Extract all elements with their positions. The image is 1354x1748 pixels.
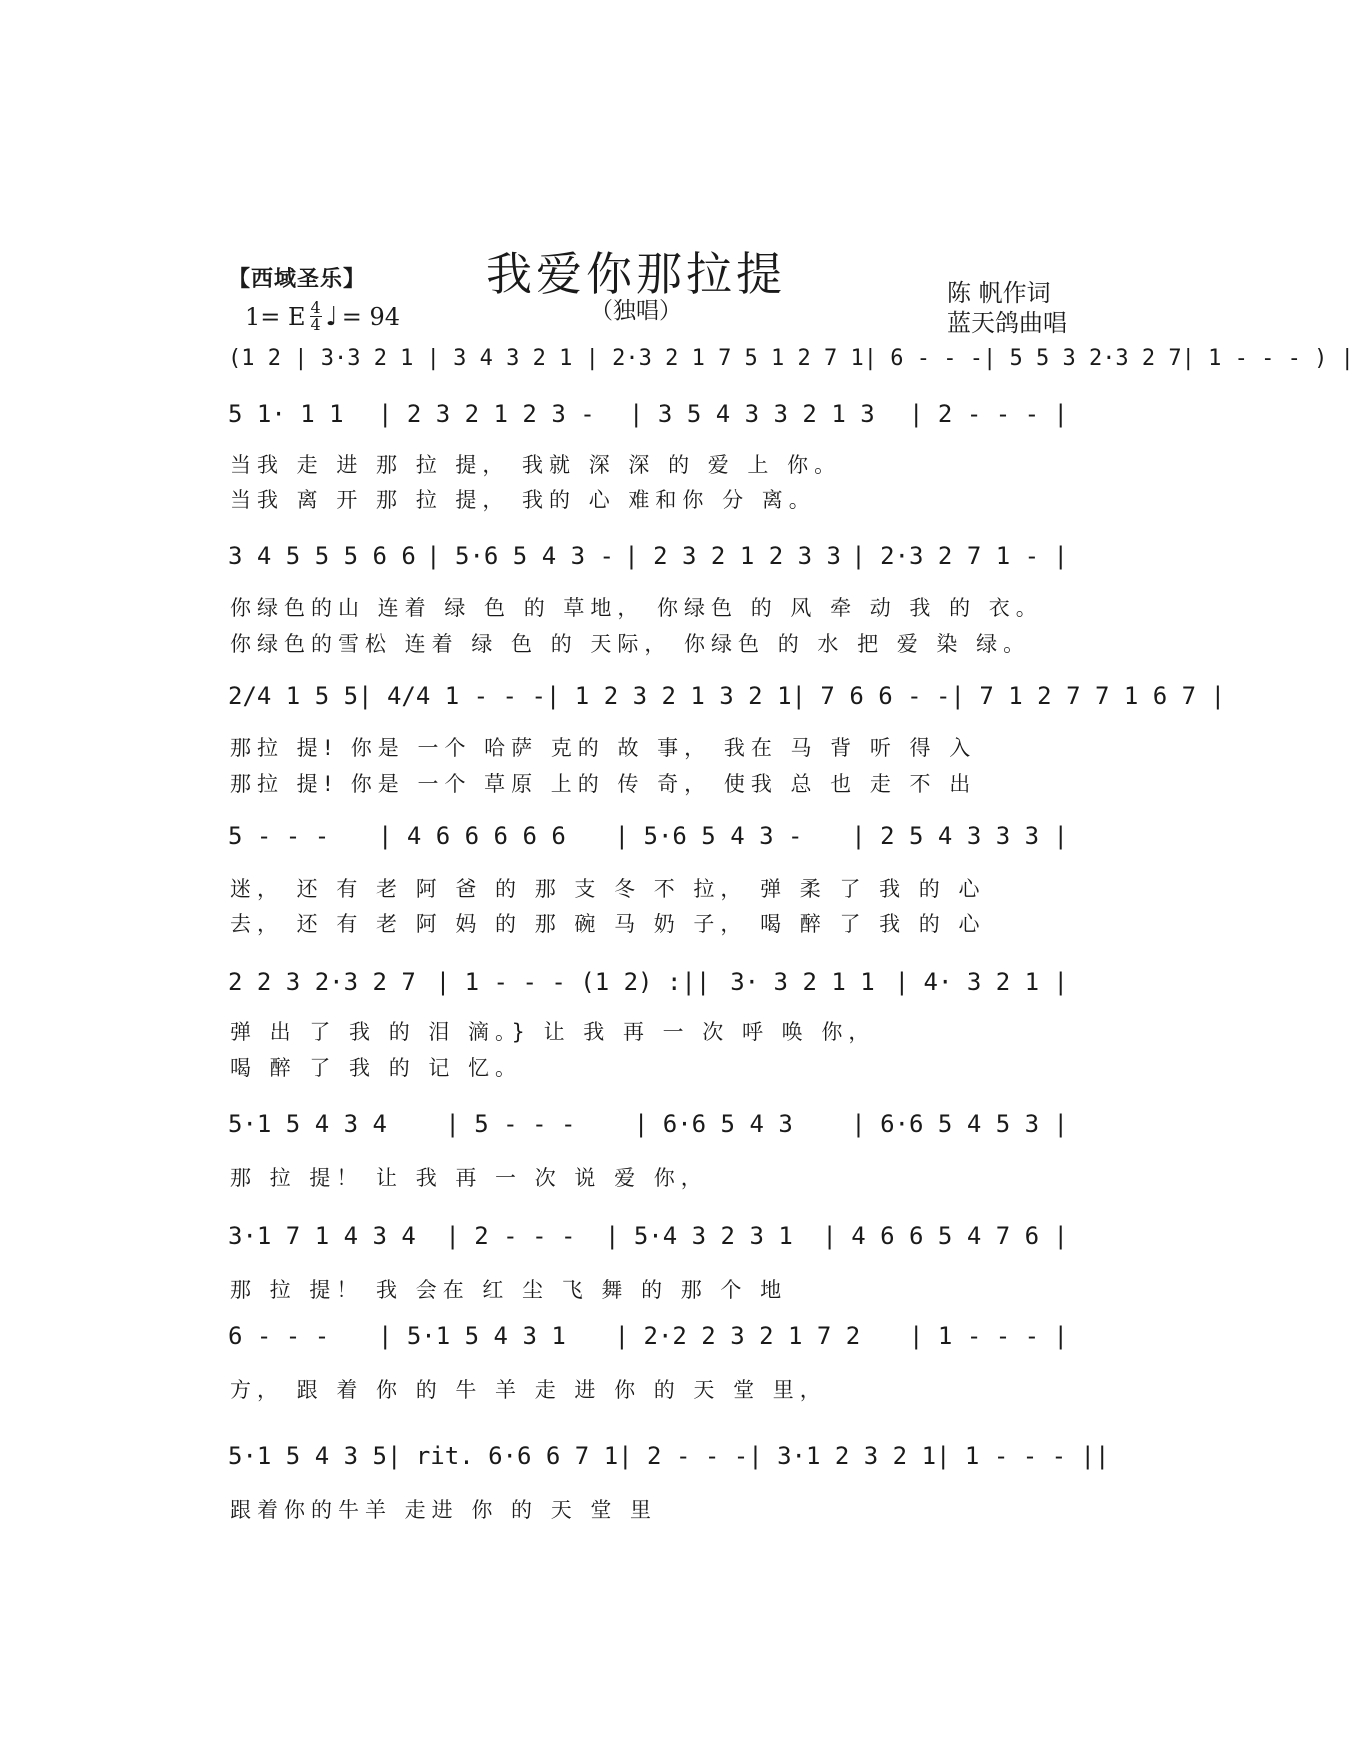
lyric-line: 那 拉 提！ 让 我 再 一 次 说 爱 你， (230, 1166, 708, 1190)
measure: | 2·2 2 3 2 1 7 2 (614, 1322, 861, 1350)
measure: 3· 3 2 1 1 (730, 968, 875, 996)
measure: 5·1 5 4 3 4 (228, 1110, 387, 1138)
measure: | 1 2 3 2 1 3 2 1 (545, 682, 792, 710)
measure: | 1 - - - || (936, 1442, 1110, 1470)
lyric-line: 那 拉 提！ 我 会在 红 尘 飞 舞 的 那 个 地 (230, 1278, 788, 1302)
measure: 5·1 5 4 3 5 (228, 1442, 387, 1470)
measure: 3·1 7 1 4 3 4 (228, 1222, 416, 1250)
measure: 6 - - - (228, 1322, 330, 1350)
notation-row (228, 542, 1068, 570)
quarter-note-icon: ♩ (325, 301, 338, 332)
lyric-line: 迷， 还 有 老 阿 爸 的 那 支 冬 不 拉， 弹 柔 了 我 的 心 (230, 877, 986, 901)
lyric-line: 那拉 提! 你是 一个 哈萨 克的 故 事， 我在 马 背 听 得 入 (230, 736, 977, 760)
lyric-line: 方， 跟 着 你 的 牛 羊 走 进 你 的 天 堂 里， (230, 1378, 827, 1402)
notation-row (228, 1442, 1110, 1470)
notation-row (228, 1110, 1068, 1138)
measure: | 6·6 5 4 5 3 | (851, 1110, 1068, 1138)
notation-row (228, 346, 1354, 371)
credits (947, 278, 1067, 338)
lyric-line: 跟着你的牛羊 走进 你 的 天 堂 里 (230, 1498, 658, 1522)
notation-row (228, 1222, 1068, 1250)
measure: 3 4 5 5 5 6 6 (228, 542, 416, 570)
key-signature (245, 300, 400, 333)
measure: | 3·1 2 3 2 1 (748, 1442, 937, 1470)
source-label: 【西域圣乐】 (228, 267, 367, 292)
measure: | 1 - - - | (909, 1322, 1068, 1350)
measure: | 4 6 6 5 4 7 6 | (822, 1222, 1068, 1250)
lyric-line: 去， 还 有 老 阿 妈 的 那 碗 马 奶 子， 喝 醉 了 我 的 心 (230, 912, 986, 936)
measure: | 2 5 4 3 3 3 | (851, 822, 1068, 850)
lyricist: 陈 帆作词 (947, 279, 1051, 307)
measure: | 5 - - - (445, 1110, 576, 1138)
lyric-line: 喝 醉 了 我 的 记 忆。 (230, 1056, 523, 1080)
measure: | 2 3 2 1 2 3 - (377, 400, 595, 428)
measure: | 5·1 5 4 3 1 (377, 1322, 566, 1350)
measure: | 2 3 2 1 2 3 3 (624, 542, 841, 570)
time-signature (310, 300, 322, 333)
time-bottom: 4 (310, 315, 321, 334)
lyric-line: 当我 离 开 那 拉 提， 我的 心 难和你 分 离。 (230, 488, 816, 512)
measure: 2/4 1 5 5 (228, 682, 359, 710)
lyric-line: 那拉 提! 你是 一个 草原 上的 传 奇， 使我 总 也 走 不 出 (230, 772, 977, 796)
measure: | 5·4 3 2 3 1 (604, 1222, 793, 1250)
measure: | 5·6 5 4 3 - (614, 822, 803, 850)
measure: | 2 - - - (618, 1442, 749, 1470)
measure: 2 2 3 2·3 2 7 (228, 968, 416, 996)
measure: | 4 6 6 6 6 6 (377, 822, 566, 850)
notation-row (228, 400, 1068, 428)
tempo-value: = 94 (341, 302, 401, 331)
measure: | 2·3 2 7 1 - | (851, 542, 1068, 570)
measure: 5 - - - (228, 822, 330, 850)
singer: 蓝天鸽曲唱 (947, 309, 1067, 337)
measure: | 1 - - - ) | (1181, 346, 1354, 371)
measure: | 4· 3 2 1 | (894, 968, 1068, 996)
lyric-line: 你绿色的雪松 连着 绿 色 的 天际， 你绿色 的 水 把 爱 染 绿。 (230, 632, 1031, 656)
notation-row (228, 968, 1068, 996)
time-top: 4 (310, 298, 321, 317)
measure: | 2 - - - | (909, 400, 1068, 428)
song-title: 我爱你那拉提 (486, 247, 786, 301)
measure: (1 2 | 3·3 2 1 | 3 4 3 2 1 | 2·3 2 1 7 5 1 2 7 1 (228, 346, 864, 371)
measure: | 5 5 3 2·3 2 7 (982, 346, 1182, 371)
measure: | 1 - - - (1 2) :|| (435, 968, 711, 996)
notation-row (228, 682, 1226, 710)
notation-row (228, 1322, 1068, 1350)
notation-row (228, 822, 1068, 850)
key-text: 1= E (245, 302, 306, 331)
measure: 5 1· 1 1 (228, 400, 344, 428)
lyric-line: 弹 出 了 我 的 泪 滴。} 让 我 再 一 次 呼 唤 你， (230, 1020, 876, 1044)
lyric-line: 当我 走 进 那 拉 提， 我就 深 深 的 爱 上 你。 (230, 453, 842, 477)
measure: | 2 - - - (445, 1222, 576, 1250)
measure: | 7 1 2 7 7 1 6 7 | (950, 682, 1226, 710)
measure: | 7 6 6 - - (791, 682, 951, 710)
measure: | 6 - - - (863, 346, 983, 371)
lyric-line: 你绿色的山 连着 绿 色 的 草地， 你绿色 的 风 牵 动 我 的 衣。 (230, 596, 1043, 620)
measure: | 4/4 1 - - - (358, 682, 546, 710)
measure: | 5·6 5 4 3 - (426, 542, 614, 570)
measure: | 6·6 5 4 3 (633, 1110, 793, 1138)
measure: | 3 5 4 3 3 2 1 3 (629, 400, 875, 428)
measure: | rit. 6·6 6 7 1 (386, 1442, 619, 1470)
song-subtitle: （独唱） (590, 298, 682, 324)
